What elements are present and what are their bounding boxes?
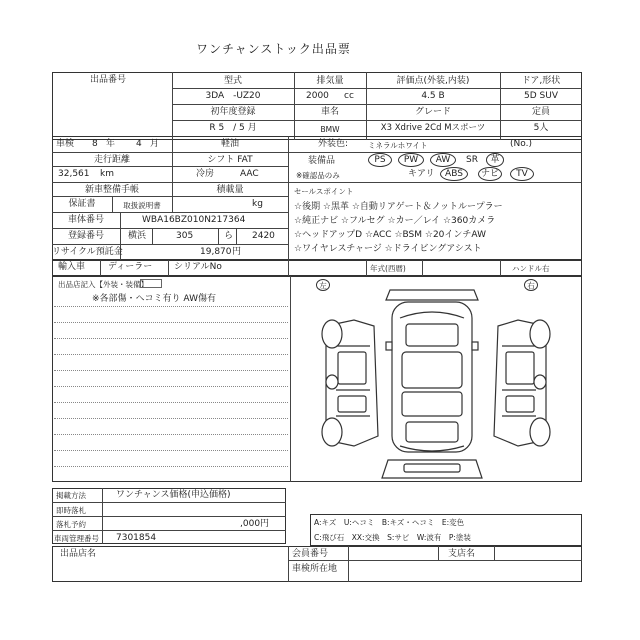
method-label: 掲載方法 xyxy=(56,491,86,500)
method-value: ワンチャンス価格(申込価格) xyxy=(116,490,231,500)
warranty-label: 保証書 xyxy=(68,199,96,209)
capacity-label: 定員 xyxy=(531,107,550,117)
score-label: 評価点(外装,内装) xyxy=(396,76,470,86)
notes-line-1: ※各部傷・ヘコミ有り AW傷有 xyxy=(92,294,216,304)
first-reg-label: 初年度登録 xyxy=(210,107,256,117)
color-label: 外装色: xyxy=(318,139,349,149)
grade-label: グレード xyxy=(414,107,451,117)
ac-label: 冷房 xyxy=(196,169,215,179)
katashiki-value: 3DA -UZ20 xyxy=(205,91,261,101)
mileage-label: 走行距離 xyxy=(93,155,130,165)
loading-label: 積載量 xyxy=(216,185,244,195)
chassis-value: WBA16BZ010N217364 xyxy=(142,215,246,225)
color-value: ミネラルホワイト xyxy=(368,141,428,150)
instant-label: 即時落札 xyxy=(56,506,86,515)
car-name-value: BMW xyxy=(320,125,340,134)
katashiki-label: 型式 xyxy=(223,76,242,86)
displacement-label: 排気量 xyxy=(316,76,344,86)
contract-value: ,000円 xyxy=(240,519,270,529)
equip-keyless: キアリ xyxy=(408,169,435,179)
inspection-year: 8 xyxy=(92,139,98,149)
import-serial: シリアルNo xyxy=(174,262,222,272)
recycle-unit: 円 xyxy=(232,247,242,257)
capacity-value: 5人 xyxy=(533,123,549,133)
recycle-label: リサイクル預託金 xyxy=(52,247,123,257)
door-value: 5D SUV xyxy=(524,91,558,101)
page-title: ワンチャンストック出品票 xyxy=(196,42,351,56)
reg-place: 横浜 xyxy=(128,231,147,241)
shop-label: 出品店名 xyxy=(60,549,97,559)
warranty-value: 取扱説明書 xyxy=(123,201,161,210)
sales-point-4: ☆ワイヤレスチャージ ☆ドライビングアシスト xyxy=(294,244,482,254)
reg-class: 305 xyxy=(176,231,194,241)
equip-tv: TV xyxy=(516,169,528,179)
car-name-label: 車名 xyxy=(320,107,339,117)
contract-label: 落札予約 xyxy=(56,520,86,529)
branch-label: 支店名 xyxy=(448,549,476,559)
new-car-label: 新車整備手帳 xyxy=(84,185,139,195)
color-no: (No.) xyxy=(510,139,532,149)
loading-unit: kg xyxy=(252,199,263,209)
first-reg-value: R 5 / 5 月 xyxy=(209,123,257,133)
diagram-left-label: 左 xyxy=(319,281,327,290)
equip-sr: SR xyxy=(466,155,478,165)
inspection-month: 4 xyxy=(136,139,142,149)
sales-point-label: セールスポイント xyxy=(294,187,354,196)
reg-kana: ら xyxy=(224,231,234,241)
diagram-right-label: 右 xyxy=(527,281,535,290)
mileage-value: 32,561 xyxy=(58,169,90,179)
lot-label: 出品番号 xyxy=(90,75,127,85)
import-year-label: 年式(西暦) xyxy=(370,264,406,273)
recycle-value: 19,870 xyxy=(200,247,232,257)
equip-abs: ABS xyxy=(445,169,463,179)
inspection-label: 車検 xyxy=(56,139,75,149)
inspection-year-unit: 年 xyxy=(106,139,116,149)
score-value: 4.5 B xyxy=(421,91,445,101)
import-steering: ハンドル右 xyxy=(512,264,550,273)
notes-label: 出品店記入【外装・装備】 xyxy=(58,280,148,289)
shift-label: シフト FAT xyxy=(207,155,253,165)
sales-point-3: ☆ヘッドアップD ☆ACC ☆BSM ☆20インチAW xyxy=(294,230,486,240)
inspection-month-unit: 月 xyxy=(150,139,160,149)
equip-pw: PW xyxy=(403,155,419,165)
fuel-label: 軽油 xyxy=(220,139,239,149)
equipment-label: 装備品 xyxy=(308,156,336,166)
confirm-label: ※確認品のみ xyxy=(296,171,340,180)
legend-line-1: A:キズ U:ヘコミ B:キズ・ヘコミ E:変色 xyxy=(314,518,465,527)
equip-aw: AW xyxy=(435,155,451,165)
owner-label: 車検所在地 xyxy=(292,564,338,574)
equip-navi: ナビ xyxy=(480,169,499,179)
reg-num: 2420 xyxy=(252,231,275,241)
stock-label: 車両管理番号 xyxy=(54,534,99,543)
sales-point-1: ☆後期 ☆黒革 ☆自動リアゲート＆ノットループラー xyxy=(294,202,503,212)
chassis-label: 車体番号 xyxy=(67,215,104,225)
equip-leather: 革 xyxy=(490,155,500,165)
legend-line-2: C:飛び石 XX:交換 S:サビ W:波有 P:塗装 xyxy=(314,533,471,542)
member-label: 会員番号 xyxy=(292,549,329,559)
import-dealer: ディーラー xyxy=(108,262,153,272)
grade-value: X3 Xdrive 2Cd Mスポーツ xyxy=(380,123,486,133)
import-label: 輸入車 xyxy=(58,262,86,272)
displacement-unit: cc xyxy=(344,91,354,101)
door-label: ドア,形状 xyxy=(521,76,561,86)
stock-value: 7301854 xyxy=(116,533,157,543)
ac-value: AAC xyxy=(240,169,259,179)
reg-label: 登録番号 xyxy=(67,231,104,241)
displacement-value: 2000 xyxy=(306,91,329,101)
mileage-unit: km xyxy=(100,169,114,179)
sales-point-2: ☆純正ナビ ☆フルセグ ☆カー／レイ ☆360カメラ xyxy=(294,216,496,226)
car-body-diagram-icon xyxy=(292,286,580,482)
equip-ps: PS xyxy=(374,155,386,165)
